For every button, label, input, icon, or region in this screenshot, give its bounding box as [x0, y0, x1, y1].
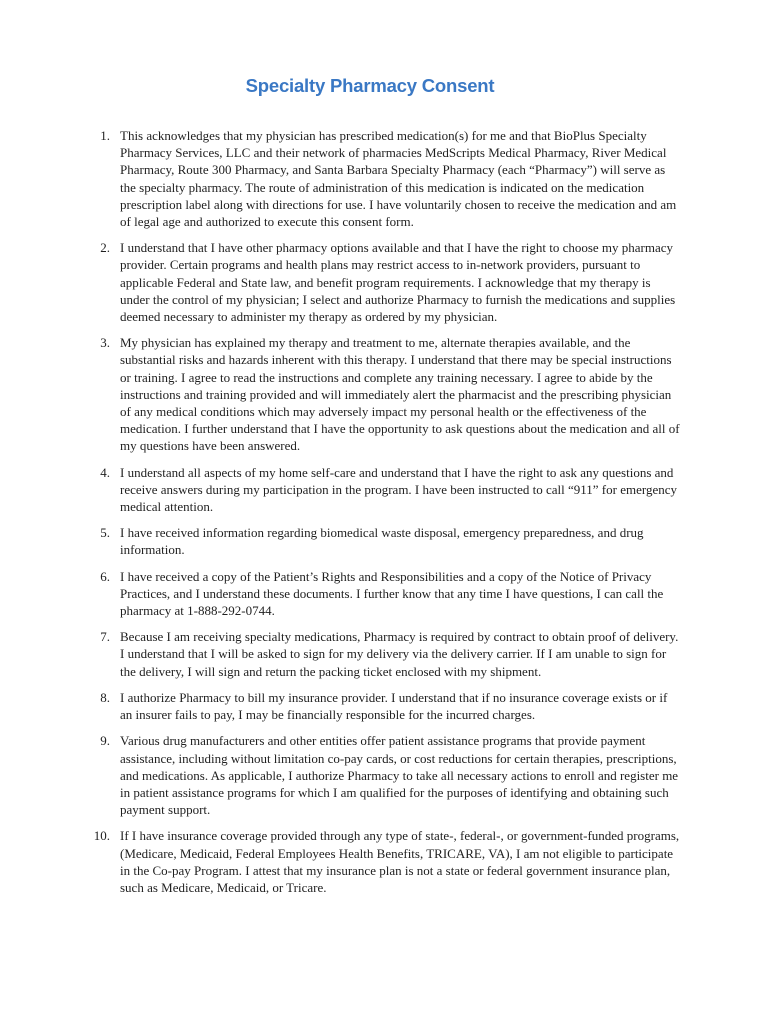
consent-list: [0, 127, 770, 905]
list-item-text: I understand that I have other pharmacy options available and that I have the right to choose my pharmacy provider. Certain programs and health plans may restrict access to in-network providers, pursuant to applicable Federal and State law, and benefit program requirements. I acknowledge that my therapy is under the control of my physician; I select and authorize Pharmacy to furnish the medications and supplies deemed necessary to administer my therapy as ordered by my physician.: [120, 240, 676, 325]
list-item: [0, 464, 770, 516]
list-item-text: If I have insurance coverage provided through any type of state-, federal-, or government-funded programs, (Medicare, Medicaid, Federal Employees Health Benefits, TRICARE, VA), I am not eligible to participate in the Co-pay Program. I attest that my insurance plan is not a state or federal government insurance plan, such as Medicare, Medicaid, or Tricare.: [120, 828, 680, 895]
list-item-text: I have received a copy of the Patient’s Rights and Responsibilities and a copy of the Notice of Privacy Practices, and I understand these documents. I further know that any time I have questions, I can call the pharmacy at 1-888-292-0744.: [120, 568, 664, 619]
list-item: [0, 732, 770, 818]
list-item-number: 5.: [100, 525, 110, 541]
list-item: [0, 827, 770, 896]
list-item-text: My physician has explained my therapy and treatment to me, alternate therapies available, and the substantial risks and hazards inherent with this therapy. I understand that there may be special instructions or training. I agree to read the instructions and complete any training necessary. I agree to abide by the instructions and training provided and will immediately alert the pharmacist and the prescribing physician of any medical conditions which may adversely impact my personal health or the effectiveness of the medication. I further understand that I have the opportunity to ask questions about the medication and all of my questions have been answered.: [120, 335, 680, 454]
list-item-text: This acknowledges that my physician has prescribed medication(s) for me and that BioPlus Specialty Pharmacy Services, LLC and their network of pharmacies MedScripts Medical Pharmacy, River Medical Pharmacy, Route 300 Pharmacy, and Santa Barbara Specialty Pharmacy (each “Pharmacy”) will serve as the specialty pharmacy. The route of administration of this medication is indicated on the medication prescription label along with directions for use. I have voluntarily chosen to receive the medication and am of legal age and authorized to execute this consent form.: [120, 128, 677, 230]
list-item-number: 7.: [100, 629, 110, 645]
page-title: Specialty Pharmacy Consent: [245, 75, 495, 96]
list-item-number: 10.: [93, 828, 110, 844]
list-item-number: 9.: [100, 733, 110, 749]
list-item: [0, 334, 770, 454]
list-item: [0, 689, 770, 723]
list-item-text: Because I am receiving specialty medications, Pharmacy is required by contract to obtain proof of delivery. I understand that I will be asked to sign for my delivery via the delivery carrier. If I am unable to sign for the delivery, I will sign and return the packing ticket enclosed with my shipment.: [120, 629, 679, 679]
list-item-text: I authorize Pharmacy to bill my insurance provider. I understand that if no insurance coverage exists or if an insurer fails to pay, I may be financially responsible for the incurred charges.: [120, 689, 668, 723]
list-item-text: I understand all aspects of my home self-care and understand that I have the right to ask any questions and receive answers during my participation in the program. I have been instructed to call “911” for emergency medical attention.: [120, 464, 677, 515]
list-item: [0, 568, 770, 620]
list-item-text: Various drug manufacturers and other entities offer patient assistance programs that provide payment assistance, including without limitation co-pay cards, or cost reductions for certain therapies, prescriptions, and medications. As applicable, I authorize Pharmacy to take all necessary actions to enroll and register me in patient assistance programs for which I am qualified for the purposes of identifying and obtaining such payment support.: [120, 733, 679, 818]
list-item-number: 6.: [100, 568, 110, 584]
list-item-number: 1.: [100, 128, 110, 143]
list-item: [0, 524, 770, 558]
list-item: [0, 127, 770, 230]
list-item: [0, 239, 770, 325]
list-item-text: I have received information regarding biomedical waste disposal, emergency preparedness, and drug information.: [120, 525, 644, 558]
list-item-number: 2.: [100, 240, 110, 256]
list-item-number: 4.: [100, 464, 110, 480]
list-item: [0, 628, 770, 680]
list-item-number: 3.: [100, 335, 110, 351]
list-item-number: 8.: [100, 689, 110, 705]
